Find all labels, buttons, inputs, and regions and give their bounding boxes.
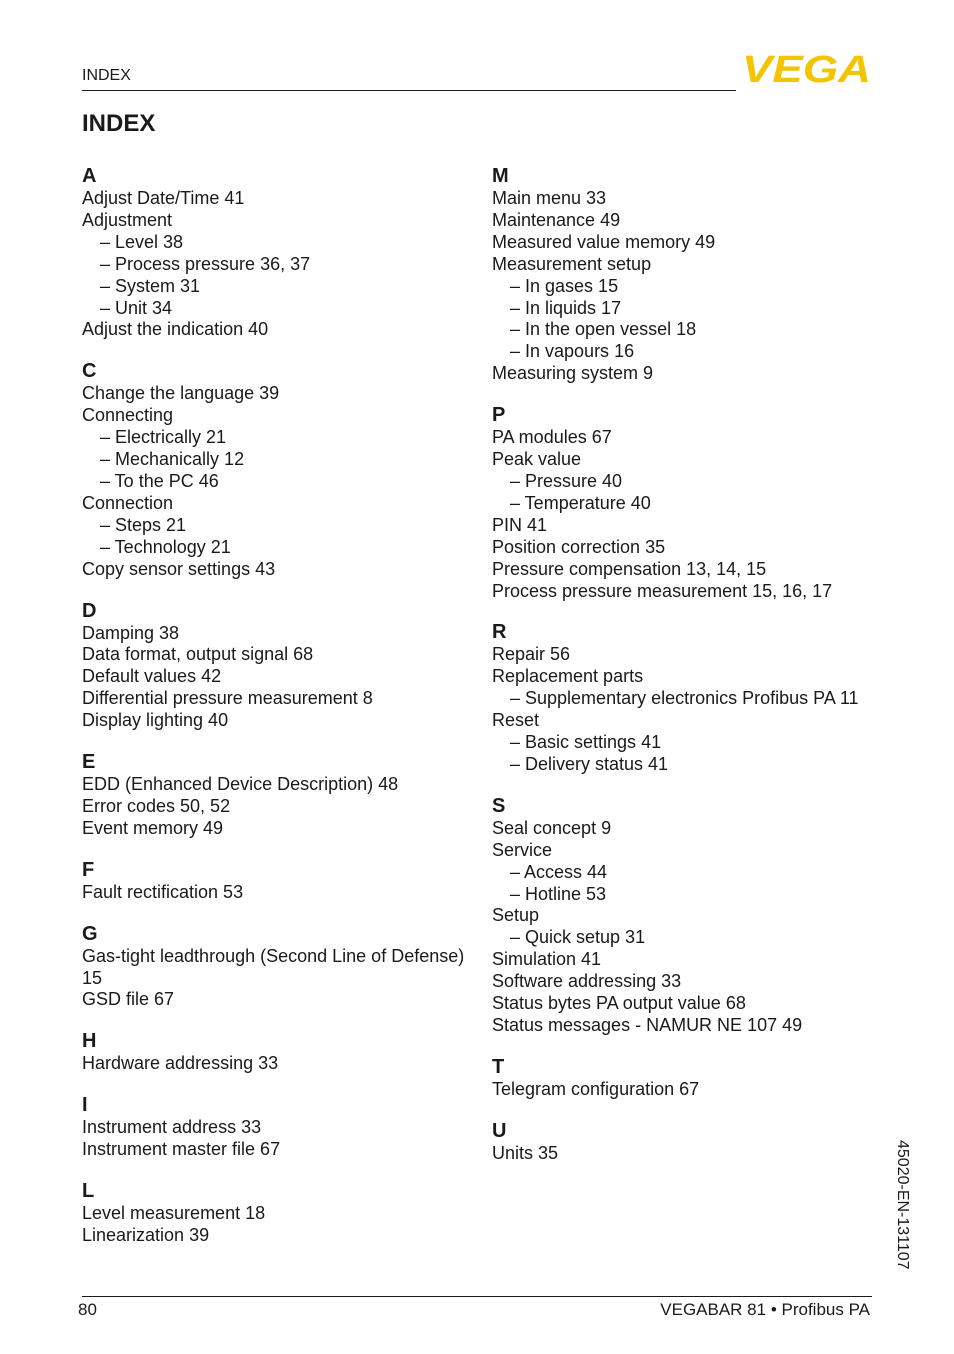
index-entry: Data format, output signal 68 — [82, 644, 314, 665]
index-entry: Error codes 50, 52 — [82, 795, 231, 816]
section-letter: I — [82, 1094, 88, 1117]
product-name: VEGABAR 81 • Profibus PA — [660, 1300, 870, 1319]
index-subentry: – In vapours 16 — [510, 341, 635, 362]
index-entry: Differential pressure measurement 8 — [82, 688, 373, 709]
footer-rule — [82, 1296, 872, 1297]
section-letter: M — [492, 165, 509, 187]
index-entry: Service — [492, 839, 553, 860]
index-subentry: – Temperature 40 — [510, 492, 651, 513]
index-subentry: – Supplementary electronics Profibus PA 11 — [510, 688, 859, 709]
index-entry: Copy sensor settings 43 — [82, 558, 276, 579]
index-entry: Adjustment — [82, 209, 173, 230]
section-letter: T — [492, 1055, 505, 1078]
index-subentry: – Basic settings 41 — [510, 732, 662, 753]
index-entry: Pressure compensation 13, 14, 15 — [492, 558, 767, 579]
index-entry: Display lighting 40 — [82, 710, 229, 731]
section-letter: P — [492, 404, 506, 427]
index-entry: Instrument address 33 — [82, 1117, 262, 1138]
index-subentry: – Process pressure 36, 37 — [100, 253, 311, 274]
index-entry: Measuring system 9 — [492, 363, 654, 384]
index-section-d — [82, 599, 482, 733]
index-entry: Connection — [82, 492, 174, 513]
index-entry: Units 35 — [492, 1142, 559, 1163]
index-entry: Peak value — [492, 449, 582, 470]
index-entry: Instrument master file 67 — [82, 1139, 281, 1160]
document-code: 45020-EN-131107 — [894, 1140, 911, 1270]
index-entry: Reset — [492, 710, 540, 731]
index-subentry: – In liquids 17 — [510, 297, 622, 318]
index-entry: Replacement parts — [492, 666, 644, 687]
index-entry: Simulation 41 — [492, 949, 602, 970]
index-entry: Gas-tight leadthrough (Second Line of Defense) 15 — [82, 945, 465, 988]
index-section-g — [82, 922, 482, 1012]
index-entry: Fault rectification 53 — [82, 881, 244, 902]
index-entry: Maintenance 49 — [492, 209, 621, 230]
index-subentry: – Delivery status 41 — [510, 753, 669, 774]
section-letter: C — [82, 360, 97, 383]
index-entry: Event memory 49 — [82, 817, 224, 838]
index-entry: Main menu 33 — [492, 188, 607, 208]
index-entry: Software addressing 33 — [492, 971, 682, 992]
running-header: INDEX — [82, 67, 131, 84]
index-column-right — [492, 164, 892, 1183]
index-entry: Adjust Date/Time 41 — [82, 188, 245, 208]
index-entry: PA modules 67 — [492, 427, 612, 448]
index-entry: GSD file 67 — [82, 989, 175, 1010]
index-subentry: – In the open vessel 18 — [510, 319, 697, 340]
index-subentry: – System 31 — [100, 275, 201, 296]
index-entry: Status messages - NAMUR NE 107 49 — [492, 1015, 803, 1035]
index-subentry: – Mechanically 12 — [100, 449, 245, 470]
index-entry: Connecting — [82, 405, 174, 426]
section-letter: D — [82, 599, 97, 622]
page-number: 80 — [78, 1300, 97, 1319]
index-entry: Linearization 39 — [82, 1225, 210, 1245]
index-subentry: – Access 44 — [510, 861, 608, 882]
index-entry: PIN 41 — [492, 514, 548, 535]
vega-logo-text: VEGA — [742, 52, 871, 84]
index-entry: Damping 38 — [82, 622, 180, 643]
index-column-left — [82, 164, 482, 1265]
section-letter: G — [82, 922, 98, 945]
index-section-a — [82, 164, 482, 341]
section-letter: H — [82, 1030, 97, 1053]
index-subentry: – To the PC 46 — [100, 470, 219, 491]
index-section-s — [492, 794, 892, 1037]
index-section-r — [492, 620, 892, 775]
index-entry: Telegram configuration 67 — [492, 1078, 700, 1099]
index-entry: Setup — [492, 905, 540, 926]
index-section-i — [82, 1093, 482, 1161]
index-entry: Process pressure measurement 15, 16, 17 — [492, 580, 833, 601]
index-section-f — [82, 858, 482, 904]
index-section-u — [492, 1119, 892, 1165]
index-subentry: – Hotline 53 — [510, 883, 607, 904]
index-section-l — [82, 1179, 482, 1247]
section-letter: L — [82, 1180, 95, 1203]
page-title: INDEX — [82, 110, 156, 137]
index-section-c — [82, 359, 482, 580]
index-subentry: – Electrically 21 — [100, 427, 227, 448]
index-entry: Hardware addressing 33 — [82, 1053, 279, 1074]
index-entry: Seal concept 9 — [492, 817, 612, 838]
index-subentry: – Pressure 40 — [510, 470, 623, 491]
index-entry: Level measurement 18 — [82, 1203, 266, 1224]
index-entry: Repair 56 — [492, 644, 571, 665]
section-letter: E — [82, 751, 96, 774]
index-subentry: – Technology 21 — [100, 536, 231, 557]
section-letter: F — [82, 858, 95, 881]
index-section-p — [492, 403, 892, 602]
index-entry: Measurement setup — [492, 253, 652, 274]
index-entry: Position correction 35 — [492, 536, 666, 557]
index-section-e — [82, 750, 482, 840]
index-subentry: – Steps 21 — [100, 514, 187, 535]
index-entry: Change the language 39 — [82, 383, 280, 404]
index-entry: Adjust the indication 40 — [82, 319, 269, 340]
vega-logo — [741, 52, 872, 84]
index-entry: Measured value memory 49 — [492, 231, 716, 252]
index-entry: Default values 42 — [82, 666, 222, 687]
index-section-h — [82, 1029, 482, 1075]
index-entry: Status bytes PA output value 68 — [492, 993, 746, 1014]
index-subentry: – Quick setup 31 — [510, 927, 646, 948]
index-entry: EDD (Enhanced Device Description) 48 — [82, 774, 399, 795]
section-letter: U — [492, 1119, 507, 1142]
index-subentry: – In gases 15 — [510, 275, 619, 296]
index-section-t — [492, 1055, 892, 1101]
index-section-m — [492, 164, 892, 385]
header-rule — [82, 90, 736, 91]
section-letter: A — [82, 165, 97, 187]
index-subentry: – Unit 34 — [100, 297, 173, 318]
section-letter: R — [492, 621, 507, 644]
index-subentry: – Level 38 — [100, 231, 184, 252]
section-letter: S — [492, 794, 506, 817]
